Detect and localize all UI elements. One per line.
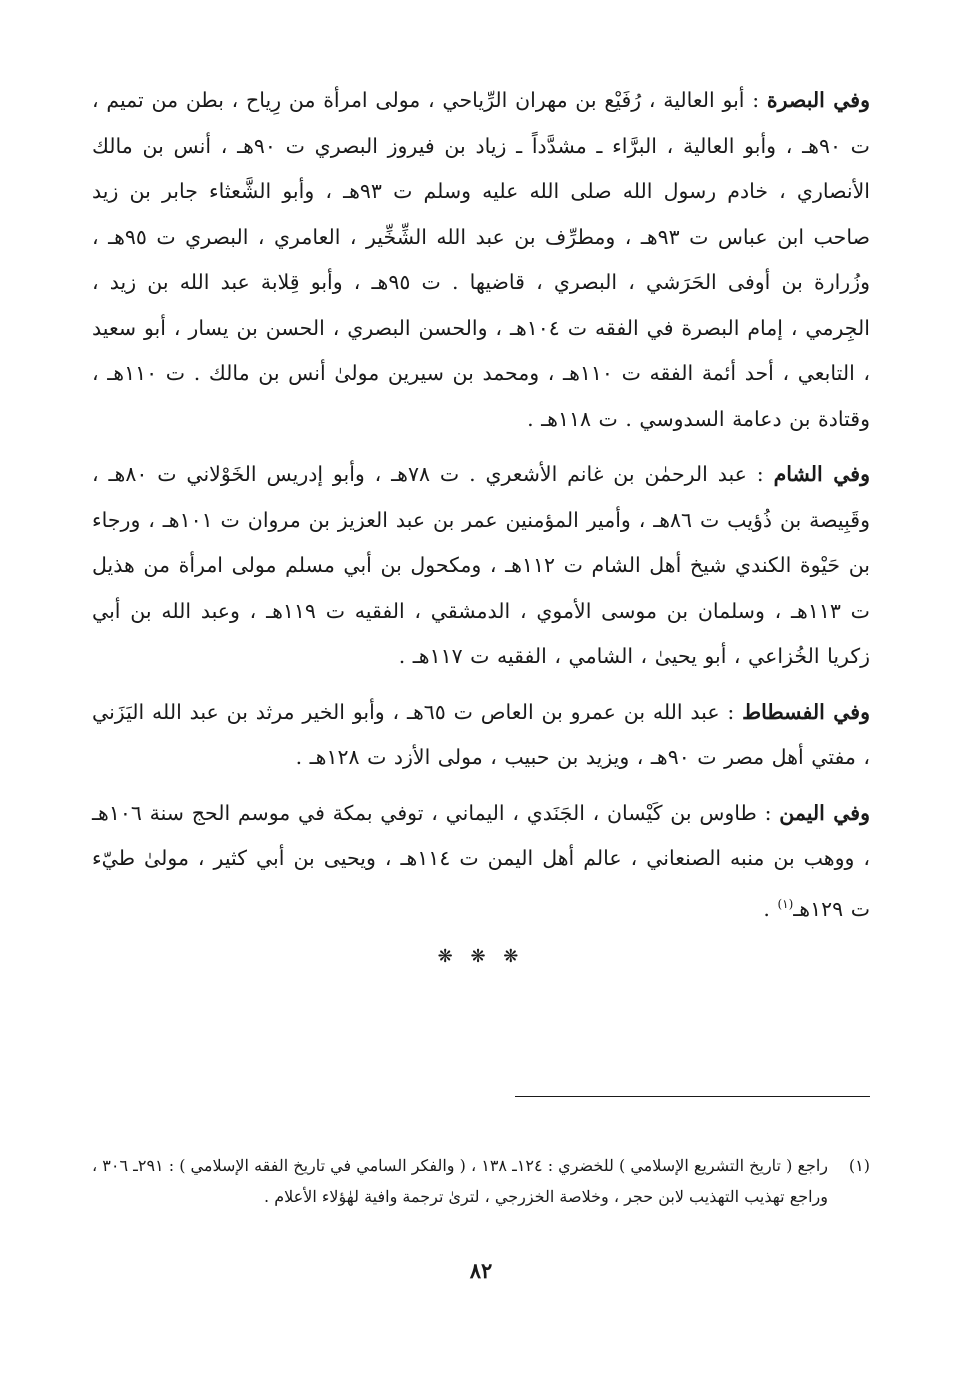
paragraph-basra xyxy=(92,78,870,442)
paragraph-fustat xyxy=(92,690,870,781)
paragraph-heading: وفي الفسطاط xyxy=(742,699,870,724)
paragraph-heading: وفي الشام xyxy=(773,462,871,486)
paragraph-heading: وفي البصرة xyxy=(766,88,870,112)
footnote-text: راجع ( تاريخ التشريع الإسلامي ) للخضري : ١٢٤ـ ١٣٨ ، ( والفكر السامي في تاريخ الفقه الإسلامي ) : ٢٩١ـ ٣٠٦ ، وراجع تهذيب التهذيب لابن حجر ، وخلاصة الخزرجي ، لترىٰ ترجمة وافية لهٰؤلاء الأعلام . xyxy=(92,1156,829,1206)
paragraph-text: : أبو العالية ، رُفَيْع بن مهران الرِّياحي ، مولى امرأة من رِياح ، بطن من تميم ، ت ٩٠هـ ، وأبو العالية ، البرَّاء ـ مشدَّداً ـ زياد بن فيروز البصري ت ٩٠هـ ، أنس بن مالك الأنصاري ، خادم رسول الله صلى الله عليه وسلم ت ٩٣هـ ، وأبو الشَّعثاء جابر بن زيد صاحب ابن عباس ت ٩٣هـ ، ومطرِّف بن عبد الله الشِّخِّير ، العامري ، البصري ت ٩٥هـ ، وزُرارة بن أوفى الحَرَشي ، البصري ، قاضيها . ت ٩٥هـ ، وأبو قِلابة عبد الله بن زيد ، الجِرمي ، إمام البصرة في الفقه ت ١٠٤هـ ، والحسن البصري ، الحسن بن يسار ، أبو سعيد ، التابعي ، أحد أئمة الفقه ت ١١٠هـ ، ومحمد بن سيرين مولىٰ أنس بن مالك . ت ١١٠هـ ، وقتادة بن دعامة السدوسي . ت ١١٨هـ . xyxy=(92,88,871,431)
page-number: ٨٢ xyxy=(469,1258,493,1283)
paragraph-sham xyxy=(92,452,870,680)
paragraph-yemen xyxy=(92,791,870,932)
paragraph-text: : عبد الله بن عمرو بن العاص ت ٦٥هـ ، وأبو الخير مرثد بن عبد الله اليَزَني ، مفتي أهل مصر ت ٩٠هـ ، ويزيد بن حبيب ، مولى الأزد ت ١٢٨هـ . xyxy=(92,699,870,769)
footnote-divider xyxy=(515,1096,870,1097)
paragraph-text: : طاوس بن كَيْسان ، الجَنَدي ، اليماني ، توفي بمكة في موسم الحج سنة ١٠٦هـ ، ووهب بن منبه الصنعاني ، عالم أهل اليمن ت ١١٤هـ ، ويحيى بن أبي كثير ، مولىٰ طيّء ت ١٢٩هـ xyxy=(92,800,871,921)
paragraph-text: : عبد الرحمٰن بن غانم الأشعري . ت ٧٨هـ ، وأبو إدريس الخَوْلاني ت ٨٠هـ ، وقَبِيصة بن ذُؤيب ت ٨٦هـ ، وأمير المؤمنين عمر بن عبد العزيز بن مروان ت ١٠١هـ ، ورجاء بن حَيْوة الكندي شيخ أهل الشام ت ١١٢هـ ، ومكحول بن أبي مسلم مولى امرأة من هذيل ت ١١٣هـ ، وسلمان بن موسى الأموي ، الدمشقي ، الفقيه ت ١١٩هـ ، وعبد الله بن أبي زكريا الخُزاعي ، أبو يحيىٰ ، الشامي ، الفقيه ت ١١٧هـ . xyxy=(92,462,871,668)
footnote-reference[interactable]: (١) xyxy=(777,896,794,911)
page-body xyxy=(92,78,871,1283)
footnote-number: (١) xyxy=(848,1156,870,1175)
paragraph-tail: . xyxy=(763,896,778,921)
paragraph-heading: وفي اليمن xyxy=(779,800,870,825)
section-separator: ❋ ❋ ❋ xyxy=(437,945,525,967)
footnote xyxy=(92,1150,870,1212)
